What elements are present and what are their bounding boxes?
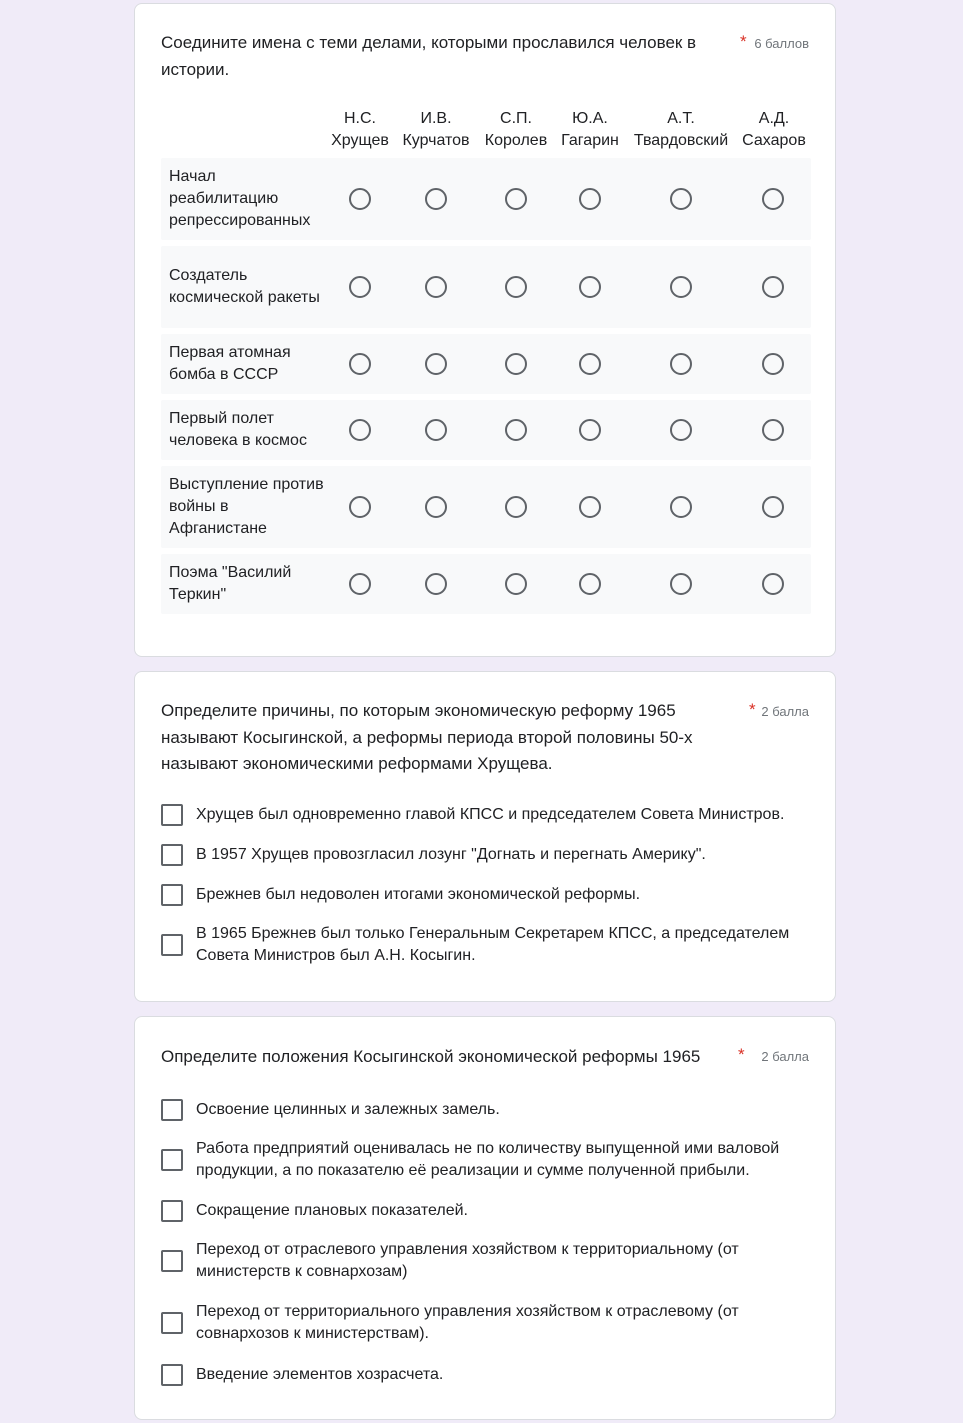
question-title: Соедините имена с теми делами, которыми прославился человек в истории. bbox=[161, 33, 697, 79]
grid-row bbox=[161, 466, 811, 548]
radio-button[interactable] bbox=[762, 188, 784, 210]
radio-button[interactable] bbox=[762, 276, 784, 298]
radio-button[interactable] bbox=[349, 188, 371, 210]
checkbox-option[interactable] bbox=[161, 1137, 811, 1183]
radio-button[interactable] bbox=[505, 496, 527, 518]
grid-column-header: Н.С. Хрущев bbox=[331, 110, 389, 149]
checkbox[interactable] bbox=[161, 804, 183, 826]
required-asterisk: * bbox=[749, 700, 756, 719]
radio-button[interactable] bbox=[349, 419, 371, 441]
radio-button[interactable] bbox=[670, 188, 692, 210]
grid-column-header: И.В. Курчатов bbox=[402, 110, 470, 149]
checkbox-option[interactable] bbox=[161, 1198, 811, 1224]
grid-row bbox=[161, 400, 811, 460]
checkbox-label: В 1965 Брежнев был только Генеральным Секретарем КПСС, а председателем Совета Министров был А.Н. Косыгин. bbox=[196, 925, 790, 964]
question-card-checkbox bbox=[134, 1016, 836, 1420]
radio-button[interactable] bbox=[670, 419, 692, 441]
radio-button[interactable] bbox=[670, 276, 692, 298]
radio-button[interactable] bbox=[425, 353, 447, 375]
radio-button[interactable] bbox=[762, 419, 784, 441]
grid-column-header: А.Т. Твардовский bbox=[633, 110, 729, 149]
checkbox-label: В 1957 Хрущев провозгласил лозунг "Догнать и перегнать Америку". bbox=[196, 846, 706, 863]
radio-button[interactable] bbox=[425, 188, 447, 210]
checkbox-option[interactable] bbox=[161, 1362, 811, 1388]
radio-button[interactable] bbox=[505, 188, 527, 210]
grid-row-label: Выступление против войны в Афганистане bbox=[169, 476, 324, 537]
radio-button[interactable] bbox=[762, 573, 784, 595]
grid-column-header: А.Д. Сахаров bbox=[742, 110, 806, 149]
checkbox[interactable] bbox=[161, 1364, 183, 1386]
grid-column-header: Ю.А. Гагарин bbox=[561, 110, 619, 149]
radio-button[interactable] bbox=[425, 276, 447, 298]
checkbox-option[interactable] bbox=[161, 922, 811, 968]
checkbox[interactable] bbox=[161, 1149, 183, 1171]
checkbox-label: Освоение целинных и залежных замель. bbox=[196, 1101, 500, 1118]
grid-row bbox=[161, 158, 811, 240]
radio-button[interactable] bbox=[505, 353, 527, 375]
radio-button[interactable] bbox=[670, 573, 692, 595]
checkbox[interactable] bbox=[161, 1099, 183, 1121]
grid-row-label: Поэма "Василий Теркин" bbox=[169, 564, 292, 603]
checkbox[interactable] bbox=[161, 884, 183, 906]
checkbox-label: Сокращение плановых показателей. bbox=[196, 1202, 468, 1219]
radio-button[interactable] bbox=[505, 419, 527, 441]
radio-button[interactable] bbox=[505, 573, 527, 595]
checkbox-label: Введение элементов хозрасчета. bbox=[196, 1366, 444, 1383]
radio-button[interactable] bbox=[349, 496, 371, 518]
checkbox-option[interactable] bbox=[161, 1300, 811, 1346]
radio-button[interactable] bbox=[579, 496, 601, 518]
radio-button[interactable] bbox=[349, 573, 371, 595]
checkbox-label: Хрущев был одновременно главой КПСС и председателем Совета Министров. bbox=[196, 806, 785, 823]
checkbox-label: Брежнев был недоволен итогами экономической реформы. bbox=[196, 886, 641, 903]
checkbox-option[interactable] bbox=[161, 842, 811, 868]
question-card-grid bbox=[134, 3, 836, 657]
checkbox[interactable] bbox=[161, 934, 183, 956]
question-points: 6 баллов bbox=[754, 36, 809, 51]
checkbox-option[interactable] bbox=[161, 1238, 811, 1284]
checkbox-option[interactable] bbox=[161, 1097, 811, 1123]
radio-button[interactable] bbox=[425, 496, 447, 518]
question-card-checkbox bbox=[134, 671, 836, 1002]
radio-button[interactable] bbox=[505, 276, 527, 298]
grid-row bbox=[161, 246, 811, 328]
grid-column-header: С.П. Королев bbox=[484, 110, 548, 149]
grid-row-label: Первый полет человека в космос bbox=[169, 410, 307, 449]
grid-row-label: Создатель космической ракеты bbox=[169, 267, 320, 306]
question-title: Определите положения Косыгинской экономической реформы 1965 bbox=[161, 1047, 701, 1066]
question-title: Определите причины, по которым экономическую реформу 1965 называют Косыгинской, а реформы периода второй половины 50-х называют экономическими реформами Хрущева. bbox=[161, 701, 693, 773]
radio-button[interactable] bbox=[579, 188, 601, 210]
grid-row-label: Первая атомная бомба в СССР bbox=[169, 344, 291, 383]
radio-button[interactable] bbox=[349, 353, 371, 375]
grid-row bbox=[161, 334, 811, 394]
checkbox[interactable] bbox=[161, 1250, 183, 1272]
radio-button[interactable] bbox=[579, 573, 601, 595]
radio-button[interactable] bbox=[670, 353, 692, 375]
checkbox-label: Переход от отраслевого управления хозяйством к территориальному (от министерств к совнархозам) bbox=[196, 1241, 739, 1280]
checkbox-label: Работа предприятий оценивалась не по количеству выпущенной ими валовой продукции, а по показателю её реализации и сумме полученной прибыли. bbox=[196, 1140, 780, 1179]
radio-button[interactable] bbox=[762, 353, 784, 375]
radio-button[interactable] bbox=[425, 419, 447, 441]
radio-button[interactable] bbox=[762, 496, 784, 518]
grid-row-label: Начал реабилитацию репрессированных bbox=[169, 168, 311, 229]
radio-button[interactable] bbox=[579, 276, 601, 298]
radio-button[interactable] bbox=[349, 276, 371, 298]
grid-row bbox=[161, 554, 811, 614]
checkbox[interactable] bbox=[161, 1312, 183, 1334]
checkbox-label: Переход от территориального управления хозяйством к отраслевому (от совнархозов к министерствам). bbox=[196, 1303, 739, 1342]
checkbox-option[interactable] bbox=[161, 882, 811, 908]
question-points: 2 балла bbox=[761, 704, 809, 719]
question-points: 2 балла bbox=[761, 1049, 809, 1064]
radio-button[interactable] bbox=[670, 496, 692, 518]
required-asterisk: * bbox=[738, 1045, 745, 1064]
radio-button[interactable] bbox=[425, 573, 447, 595]
radio-button[interactable] bbox=[579, 419, 601, 441]
checkbox-option[interactable] bbox=[161, 802, 811, 828]
required-asterisk: * bbox=[740, 32, 747, 51]
checkbox[interactable] bbox=[161, 1200, 183, 1222]
radio-button[interactable] bbox=[579, 353, 601, 375]
checkbox[interactable] bbox=[161, 844, 183, 866]
